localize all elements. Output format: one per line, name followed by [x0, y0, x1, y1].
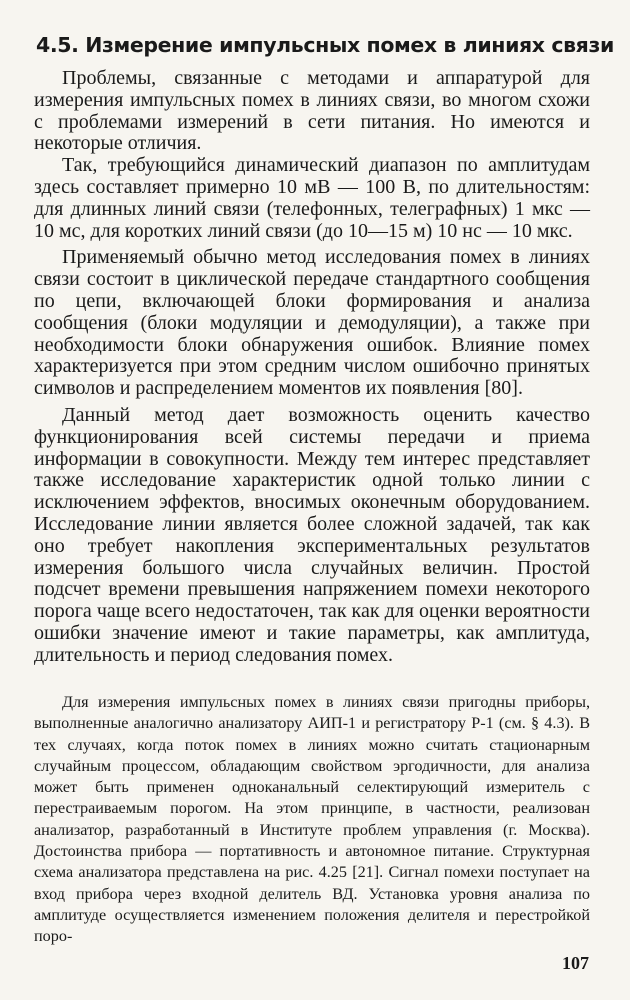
paragraph-quality: Данный метод дает возможность оценить качество функционирования всей системы передачи и приема информации в совокупности. Между тем интерес представляет также исследование характеристик одной только линии с исключением эффектов, вносимых оконечным оборудованием. Исследование линии является более сложной задачей, так как оно требует накопления экспериментальных результатов измерения большого числа случайных величин. Простой подсчет времени превышения напряжением помехи некоторого порога чаще всего недостаточен, так как для оценки вероятности ошибки значение имеют и такие параметры, как амплитуда, длительность и период следования помех. [34, 403, 590, 666]
section-heading: 4.5. Измерение импульсных помех в линиях связи [36, 33, 614, 57]
main-text [34, 68, 590, 667]
page-number: 107 [562, 953, 589, 973]
paragraph-instruments: Для измерения импульсных помех в линиях связи пригодны приборы, выполненные аналогично анализатору АИП-1 и регистратору Р-1 (см. § 4.3). В тех случаях, когда поток помех в линиях можно считать стационарным случайным процессом, обладающим свойством эргодичности, для анализа может быть применен одноканальный селектирующий измеритель с перестраиваемым порогом. На этом принципе, в частности, реализован анализатор, разработанный в Институте проблем управления (г. Москва). Достоинства прибора — портативность и автономное питание. Структурная схема анализатора представлена на рис. 4.25 [21]. Сигнал помехи поступает на вход прибора через входной делитель ВД. Установка уровня анализа по амплитуде осуществляется изменением положения делителя и перестройкой поро- [34, 693, 590, 946]
paragraph-dynamic-range: Так, требующийся динамический диапазон по амплитудам здесь составляет примерно 10 мВ — 100 В, по длительностям: для длинных линий связи (телефонных, телеграфных) 1 мкс — 10 мс, для коротких линий связи (до 10—15 м) 10 нс — 10 мкс. [34, 154, 590, 242]
small-print-text [34, 692, 590, 948]
paragraph-method: Применяемый обычно метод исследования помех в линиях связи состоит в циклической передаче стандартного сообщения по цепи, включающей блоки формирования и анализа сообщения (блоки модуляции и демодуляции), а также при необходимости блоки обнаружения ошибок. Влияние помех характеризуется при этом средним числом ошибочно принятых символов и распределением моментов их появления [80]. [34, 246, 590, 400]
paragraph-problems: Проблемы, связанные с методами и аппаратурой для измерения импульсных помех в линиях связи, во многом схожи с проблемами измерений в сети питания. Но имеются и некоторые отличия. [34, 67, 590, 155]
